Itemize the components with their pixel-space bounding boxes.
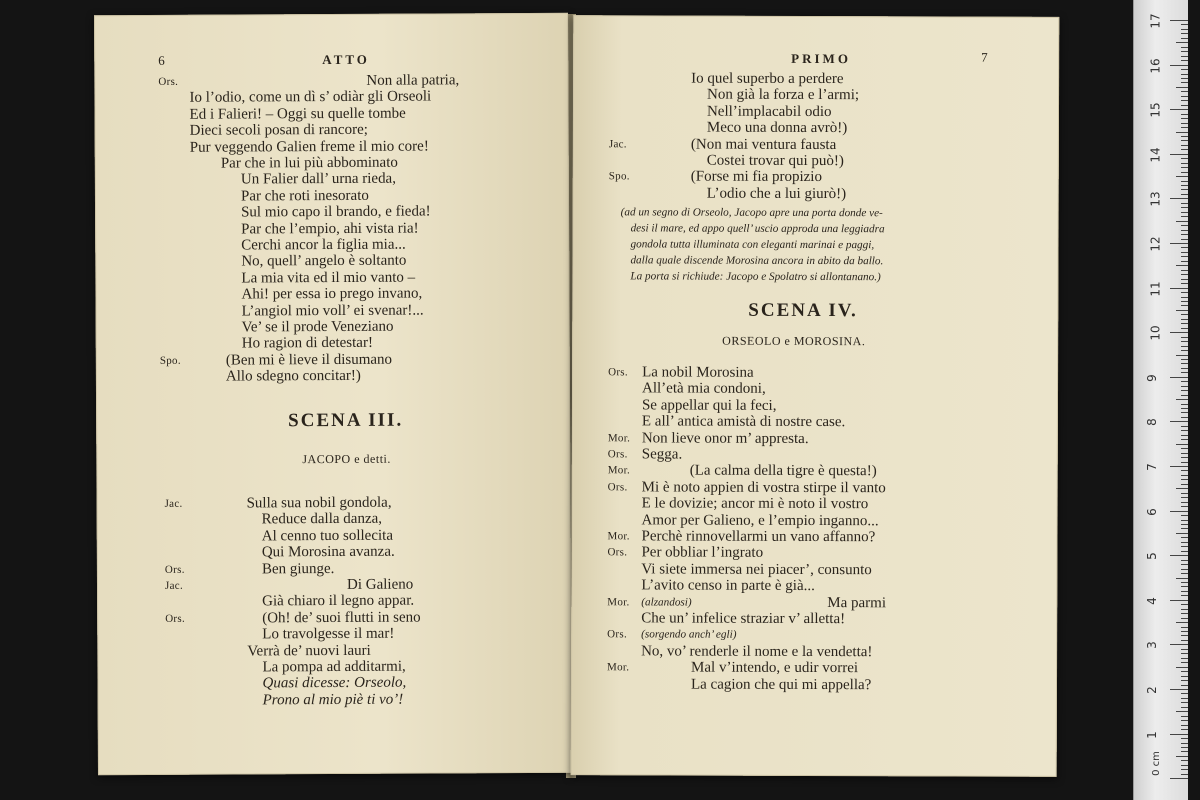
ruler-tick xyxy=(1181,627,1188,628)
ruler-label: 13 xyxy=(1148,191,1163,208)
verse-line: Non già la forza e l’armi; xyxy=(707,87,860,104)
verse-line: L’angiol mio voll’ ei svenar!... xyxy=(241,302,424,320)
ruler-tick xyxy=(1181,430,1188,431)
verse-line: Nell’implacabil odio xyxy=(706,103,832,120)
verse-line: Allo sdegno concitar!) xyxy=(225,368,361,385)
ruler-tick xyxy=(1181,194,1188,195)
ruler-label: 16 xyxy=(1148,57,1163,74)
speaker-label: Ors. xyxy=(164,563,185,576)
ruler-tick xyxy=(1181,305,1188,306)
ruler-unit: 0 cm xyxy=(1150,751,1162,776)
ruler-tick xyxy=(1181,751,1188,752)
verse-line: Mal v’intendo, e udir vorrei xyxy=(691,659,859,677)
ruler-tick xyxy=(1176,533,1188,534)
verse-line: Ma parmi xyxy=(827,594,887,611)
ruler-tick xyxy=(1181,560,1188,561)
ruler-tick xyxy=(1181,591,1188,592)
speaker-label: Ors. xyxy=(607,628,628,641)
ruler-tick xyxy=(1181,230,1188,231)
right-page xyxy=(571,15,1060,777)
stage-direction-line: (ad un segno di Orseolo, Jacopo apre una porta donde ve- xyxy=(620,206,883,220)
verse-line: L’odio che a lui giurò!) xyxy=(706,185,847,202)
ruler-tick xyxy=(1181,515,1188,516)
ruler-tick xyxy=(1181,453,1188,454)
speaker-label: Mor. xyxy=(607,661,630,674)
ruler-tick xyxy=(1181,24,1188,25)
ruler-tick xyxy=(1181,239,1188,240)
ruler-label: 1 xyxy=(1144,730,1159,739)
verse-line: Sul mio capo il brando, e fieda! xyxy=(241,203,431,221)
ruler-tick xyxy=(1181,502,1188,503)
speaker-label: Ors. xyxy=(165,612,186,625)
ruler-tick xyxy=(1181,386,1188,387)
ruler-tick xyxy=(1181,56,1188,57)
ruler-tick xyxy=(1181,524,1188,525)
ruler-tick xyxy=(1181,381,1188,382)
ruler-tick xyxy=(1181,609,1188,610)
ruler-tick xyxy=(1181,404,1188,405)
ruler-tick xyxy=(1170,555,1188,556)
ruler-tick xyxy=(1170,65,1188,66)
ruler-tick xyxy=(1181,319,1188,320)
verse-line: Quasi dicesse: Orseolo, xyxy=(262,675,407,692)
ruler-tick xyxy=(1181,760,1188,761)
ruler-tick xyxy=(1181,234,1188,235)
ruler-tick xyxy=(1170,20,1188,21)
speaker-label: Mor. xyxy=(607,431,631,444)
ruler-tick xyxy=(1181,346,1188,347)
ruler-label: 2 xyxy=(1144,686,1159,694)
speaker-label: Jac. xyxy=(164,497,183,510)
ruler-tick xyxy=(1181,479,1188,480)
verse-line: (Non mai ventura fausta xyxy=(690,136,837,153)
stage-note: (alzandosi) xyxy=(641,595,692,609)
ruler-tick xyxy=(1170,421,1188,422)
ruler-tick xyxy=(1170,154,1188,155)
speaker-label: Jac. xyxy=(608,137,627,150)
ruler-tick xyxy=(1176,355,1188,356)
ruler-tick xyxy=(1176,444,1188,445)
verse-line: E le dovizie; ancor mi è noto il vostro xyxy=(641,495,869,513)
page-number: 6 xyxy=(158,52,165,68)
ruler-tick xyxy=(1181,328,1188,329)
ruler-tick xyxy=(1170,243,1188,244)
ruler-tick xyxy=(1181,618,1188,619)
verse-line: Se appellar qui la feci, xyxy=(641,397,777,414)
verse-line: Lo travolgesse il mar! xyxy=(262,625,395,643)
ruler-tick xyxy=(1181,100,1188,101)
ruler-tick xyxy=(1181,359,1188,360)
ruler-tick xyxy=(1181,564,1188,565)
ruler-tick xyxy=(1181,573,1188,574)
ruler-tick xyxy=(1170,600,1188,601)
speaker-label: Ors. xyxy=(158,75,179,88)
ruler-tick xyxy=(1181,448,1188,449)
verse-line: La cagion che qui mi appella? xyxy=(690,676,872,693)
ruler-tick xyxy=(1181,390,1188,391)
ruler-tick xyxy=(1181,185,1188,186)
verse-line: Par che roti inesorato xyxy=(240,187,369,205)
verse-line: Non lieve onor m’ appresta. xyxy=(641,429,809,447)
ruler-tick xyxy=(1181,181,1188,182)
ruler-tick xyxy=(1181,520,1188,521)
ruler-tick xyxy=(1181,671,1188,672)
ruler-tick xyxy=(1181,769,1188,770)
ruler-tick xyxy=(1176,578,1188,579)
verse-line: All’età mia condoni, xyxy=(641,380,766,398)
ruler-tick xyxy=(1181,33,1188,34)
running-head: ATTO xyxy=(322,51,370,68)
ruler-tick xyxy=(1181,395,1188,396)
scene-title: SCENA IV. xyxy=(748,299,858,322)
ruler-tick xyxy=(1176,622,1188,623)
speaker-label: Mor. xyxy=(607,530,630,543)
ruler-tick xyxy=(1181,729,1188,730)
verse-line: Che un’ infelice straziar v’ alletta! xyxy=(641,610,846,628)
ruler-tick xyxy=(1181,506,1188,507)
ruler-tick xyxy=(1181,350,1188,351)
verse-line: E all’ antica amistà di nostre case. xyxy=(641,413,846,431)
ruler-tick xyxy=(1170,466,1188,467)
ruler-tick xyxy=(1181,29,1188,30)
ruler-tick xyxy=(1181,631,1188,632)
ruler-tick xyxy=(1176,310,1188,311)
ruler-tick xyxy=(1181,765,1188,766)
ruler-tick xyxy=(1181,123,1188,124)
ruler-tick xyxy=(1181,720,1188,721)
speaker-label: Ors. xyxy=(607,448,628,461)
ruler-tick xyxy=(1181,613,1188,614)
verse-line: Ed i Falieri! – Oggi su quelle tombe xyxy=(189,105,406,123)
ruler-label: 10 xyxy=(1148,325,1163,341)
ruler-label: 4 xyxy=(1144,596,1159,605)
ruler-tick xyxy=(1181,114,1188,115)
ruler-tick xyxy=(1181,314,1188,315)
ruler-tick xyxy=(1181,337,1188,338)
ruler-tick xyxy=(1170,288,1188,289)
ruler-tick xyxy=(1181,252,1188,253)
ruler-tick xyxy=(1181,649,1188,650)
ruler-tick xyxy=(1181,82,1188,83)
verse-line: Meco una donna avrò!) xyxy=(706,119,848,137)
ruler-tick xyxy=(1181,497,1188,498)
ruler-tick xyxy=(1181,91,1188,92)
verse-line: Ahi! per essa io prego invano, xyxy=(241,285,423,303)
speaker-label: Mor. xyxy=(607,464,631,477)
ruler-tick xyxy=(1176,488,1188,489)
ruler-tick xyxy=(1181,569,1188,570)
verse-line: Pur veggendo Galien freme il mio core! xyxy=(189,138,429,156)
ruler-tick xyxy=(1181,537,1188,538)
verse-line: L’avito censo in parte è già... xyxy=(641,577,815,595)
ruler-tick xyxy=(1170,689,1188,690)
verse-line: Al cenno tuo sollecita xyxy=(261,527,394,545)
ruler-tick xyxy=(1181,149,1188,150)
ruler-tick xyxy=(1181,417,1188,418)
speaker-label: Spo. xyxy=(159,354,181,367)
verse-line: Verrà de’ nuovi lauri xyxy=(247,642,371,660)
verse-line: La mia vita ed il mio vanto – xyxy=(241,269,416,287)
ruler-tick xyxy=(1181,408,1188,409)
ruler-tick xyxy=(1176,711,1188,712)
speaker-label: Spo. xyxy=(608,170,630,183)
verse-line: Vi siete immersa nei piacer’, consunto xyxy=(641,561,872,578)
ruler-label: 5 xyxy=(1144,552,1159,561)
ruler-tick xyxy=(1181,207,1188,208)
ruler-tick xyxy=(1181,586,1188,587)
ruler-tick xyxy=(1181,462,1188,463)
ruler-tick xyxy=(1181,163,1188,164)
verse-line: Cerchi ancor la figlia mia... xyxy=(241,236,406,254)
ruler-tick xyxy=(1181,189,1188,190)
ruler-tick xyxy=(1176,756,1188,757)
ruler-tick xyxy=(1176,667,1188,668)
ruler-tick xyxy=(1181,96,1188,97)
verse-line: Di Galieno xyxy=(346,576,414,593)
verse-line: Par che l’empio, ahi vista ria! xyxy=(241,220,419,238)
ruler-tick xyxy=(1181,457,1188,458)
ruler-tick xyxy=(1181,426,1188,427)
ruler-tick xyxy=(1181,738,1188,739)
ruler-tick xyxy=(1181,595,1188,596)
ruler-tick xyxy=(1181,69,1188,70)
ruler-tick xyxy=(1181,693,1188,694)
ruler-tick xyxy=(1181,270,1188,271)
ruler-tick xyxy=(1181,292,1188,293)
scene-title: SCENA III. xyxy=(288,409,404,432)
scene-cast: ORSEOLO e MOROSINA. xyxy=(722,333,866,349)
ruler-tick xyxy=(1181,528,1188,529)
stage-note: (sorgendo anch’ egli) xyxy=(641,628,737,642)
ruler-label: 3 xyxy=(1144,641,1159,650)
ruler-tick xyxy=(1181,635,1188,636)
ruler-tick xyxy=(1181,47,1188,48)
ruler-label: 6 xyxy=(1144,507,1159,516)
speaker-label: Jac. xyxy=(164,579,184,592)
ruler-tick xyxy=(1181,725,1188,726)
ruler-tick xyxy=(1170,332,1188,333)
ruler-tick xyxy=(1170,109,1188,110)
ruler-tick xyxy=(1181,60,1188,61)
verse-line: Qui Morosina avanza. xyxy=(261,543,395,561)
ruler-tick xyxy=(1176,265,1188,266)
ruler-tick xyxy=(1181,167,1188,168)
ruler-tick xyxy=(1181,604,1188,605)
verse-line: Costei trovar qui può!) xyxy=(706,152,844,170)
ruler-tick xyxy=(1176,399,1188,400)
ruler-tick xyxy=(1176,42,1188,43)
ruler-tick xyxy=(1181,774,1188,775)
ruler-tick xyxy=(1181,368,1188,369)
verse-line: La pompa ad additarmi, xyxy=(262,658,406,676)
ruler-tick xyxy=(1181,662,1188,663)
ruler-tick xyxy=(1176,176,1188,177)
ruler-tick xyxy=(1181,484,1188,485)
running-head: PRIMO xyxy=(791,50,851,67)
ruler-label: 17 xyxy=(1148,13,1163,29)
verse-line: No, vo’ renderle il nome e la vendetta! xyxy=(641,643,873,660)
ruler-tick xyxy=(1181,716,1188,717)
ruler-tick xyxy=(1170,377,1188,378)
ruler-tick xyxy=(1181,172,1188,173)
ruler-tick xyxy=(1181,698,1188,699)
ruler-tick xyxy=(1181,283,1188,284)
ruler-label: 7 xyxy=(1144,463,1159,471)
ruler-tick xyxy=(1176,132,1188,133)
ruler-tick xyxy=(1181,203,1188,204)
verse-line: Io l’odio, come un dì s’ odiàr gli Orseoli xyxy=(189,88,432,107)
ruler-tick xyxy=(1181,279,1188,280)
ruler-tick xyxy=(1181,247,1188,248)
ruler-tick xyxy=(1181,363,1188,364)
verse-line: Amor per Galieno, e l’empio inganno... xyxy=(641,511,879,529)
ruler-label: 14 xyxy=(1148,147,1163,163)
ruler-tick xyxy=(1181,145,1188,146)
ruler-tick xyxy=(1181,439,1188,440)
ruler-tick xyxy=(1181,74,1188,75)
verse-line: Prono al mio piè ti vo’! xyxy=(262,691,404,709)
ruler-tick xyxy=(1181,493,1188,494)
ruler-tick xyxy=(1181,702,1188,703)
speaker-label: Ors. xyxy=(607,481,628,494)
ruler-tick xyxy=(1181,158,1188,159)
ruler-tick xyxy=(1181,256,1188,257)
ruler-tick xyxy=(1181,140,1188,141)
ruler-tick xyxy=(1181,582,1188,583)
verse-line: (La calma della tigre è questa!) xyxy=(689,462,877,480)
ruler-tick xyxy=(1181,225,1188,226)
ruler-tick xyxy=(1170,511,1188,512)
verse-line: Sulla sua nobil gondola, xyxy=(246,494,392,512)
ruler-tick xyxy=(1181,105,1188,106)
ruler-tick xyxy=(1181,412,1188,413)
ruler-tick xyxy=(1181,743,1188,744)
ruler-label: 12 xyxy=(1148,236,1163,252)
verse-line: Io quel superbo a perdere xyxy=(691,70,844,88)
ruler-tick xyxy=(1181,136,1188,137)
ruler-label: 15 xyxy=(1148,102,1163,118)
ruler-tick xyxy=(1181,127,1188,128)
ruler-tick xyxy=(1181,640,1188,641)
ruler-tick xyxy=(1181,685,1188,686)
ruler-tick xyxy=(1181,372,1188,373)
verse-line: Un Falier dall’ urna rieda, xyxy=(240,171,396,188)
verse-line: Ben giunge. xyxy=(261,560,335,577)
verse-line: (Forse mi fia propizio xyxy=(690,168,823,186)
ruler-tick xyxy=(1181,78,1188,79)
ruler-tick xyxy=(1181,323,1188,324)
ruler-tick xyxy=(1181,475,1188,476)
verse-line: No, quell’ angelo è soltanto xyxy=(241,253,407,270)
ruler-tick xyxy=(1181,470,1188,471)
stage-direction-line: dalla quale discende Morosina ancora in abito da ballo. xyxy=(630,254,884,268)
verse-line: Dieci secoli posan di rancore; xyxy=(189,122,368,139)
ruler-tick xyxy=(1170,778,1188,779)
verse-line: (Oh! de’ suoi flutti in seno xyxy=(262,609,421,627)
ruler-label: 8 xyxy=(1144,418,1159,427)
ruler-tick xyxy=(1181,118,1188,119)
stage-direction-line: gondola tutta illuminata con eleganti marinai e paggi, xyxy=(630,238,875,252)
ruler-tick xyxy=(1181,676,1188,677)
ruler-tick xyxy=(1181,301,1188,302)
ruler-tick xyxy=(1181,38,1188,39)
ruler-tick xyxy=(1176,221,1188,222)
verse-line: Per obbliar l’ingrato xyxy=(641,544,764,562)
ruler-tick xyxy=(1181,261,1188,262)
stage-direction-line: La porta si richiude: Jacopo e Spolatro si allontanano.) xyxy=(630,270,881,284)
verse-line: Reduce dalla danza, xyxy=(261,511,383,528)
verse-line: (Ben mi è lieve il disumano xyxy=(225,351,393,369)
ruler-label: 11 xyxy=(1148,280,1163,297)
ruler-tick xyxy=(1170,644,1188,645)
verse-line: Non alla patria, xyxy=(366,72,460,89)
verse-line: Par che in lui più abbominato xyxy=(220,154,398,172)
ruler-tick xyxy=(1181,435,1188,436)
ruler-tick xyxy=(1181,51,1188,52)
measurement-ruler xyxy=(1133,0,1188,800)
ruler-tick xyxy=(1181,658,1188,659)
ruler-tick xyxy=(1181,216,1188,217)
ruler-tick xyxy=(1170,198,1188,199)
verse-line: Perchè rinnovellarmi un vano affanno? xyxy=(641,528,876,546)
ruler-tick xyxy=(1181,551,1188,552)
ruler-tick xyxy=(1181,341,1188,342)
ruler-tick xyxy=(1170,734,1188,735)
ruler-tick xyxy=(1176,87,1188,88)
verse-line: Già chiaro il legno appar. xyxy=(262,592,415,610)
scene-cast: JACOPO e detti. xyxy=(302,451,391,467)
speaker-label: Ors. xyxy=(608,366,628,379)
verse-line: Segga. xyxy=(641,446,683,463)
stage-direction-line: desi il mare, ed appo quell’ uscio approda una leggiadra xyxy=(630,222,885,236)
ruler-tick xyxy=(1181,297,1188,298)
page-number: 7 xyxy=(981,49,988,65)
speaker-label: Ors. xyxy=(607,546,628,559)
ruler-tick xyxy=(1181,542,1188,543)
ruler-tick xyxy=(1181,546,1188,547)
verse-line: Ve’ se il prode Veneziano xyxy=(241,318,394,336)
ruler-tick xyxy=(1181,680,1188,681)
verse-line: Mi è noto appien di vostra stirpe il vanto xyxy=(641,479,886,497)
ruler-tick xyxy=(1181,274,1188,275)
ruler-tick xyxy=(1181,707,1188,708)
ruler-tick xyxy=(1181,747,1188,748)
ruler-tick xyxy=(1181,653,1188,654)
verse-line: La nobil Morosina xyxy=(642,364,754,381)
ruler-label: 9 xyxy=(1144,373,1159,382)
left-page xyxy=(94,13,572,775)
verse-line: Ho ragion di detestar! xyxy=(241,335,373,352)
speaker-label: Mor. xyxy=(607,595,630,608)
ruler-tick xyxy=(1181,212,1188,213)
